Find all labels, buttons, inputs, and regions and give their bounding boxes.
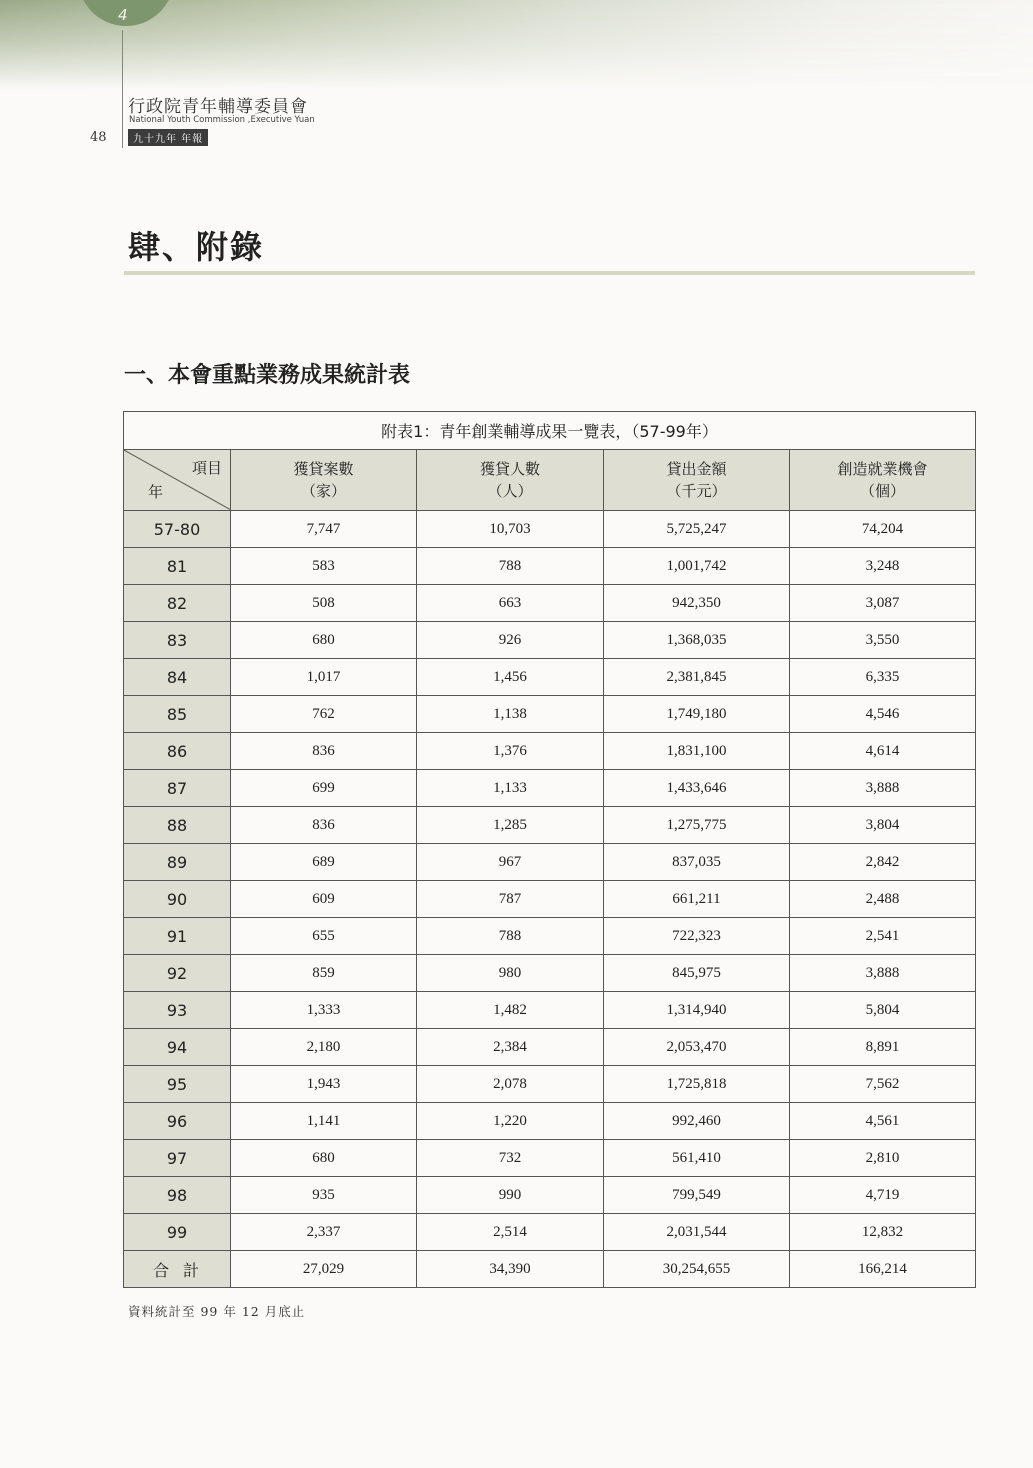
cell-persons: 10,703: [417, 511, 604, 548]
cell-persons: 1,133: [417, 770, 604, 807]
table-row: [124, 918, 976, 955]
heading-underline: [124, 271, 975, 275]
cell-jobs: 74,204: [790, 511, 976, 548]
column-header-unit: （家）: [300, 482, 346, 500]
results-table-container: [123, 411, 975, 1288]
cell-cases: 699: [231, 770, 417, 807]
table-row: [124, 881, 976, 918]
results-table: [123, 411, 976, 1288]
cell-persons: 2,078: [417, 1066, 604, 1103]
cell-cases: 680: [231, 622, 417, 659]
table-row: [124, 1214, 976, 1251]
row-year: 57-80: [124, 511, 231, 548]
cell-jobs: 5,804: [790, 992, 976, 1029]
cell-jobs: 7,562: [790, 1066, 976, 1103]
cell-cases: 1,141: [231, 1103, 417, 1140]
table-row: [124, 696, 976, 733]
row-year: 88: [124, 807, 231, 844]
cell-jobs: 8,891: [790, 1029, 976, 1066]
cell-persons: 1,456: [417, 659, 604, 696]
cell-amount: 1,275,775: [604, 807, 790, 844]
total-persons: 34,390: [417, 1251, 604, 1288]
table-total-row: [124, 1251, 976, 1288]
cell-persons: 2,384: [417, 1029, 604, 1066]
page-number: 48: [90, 130, 107, 145]
table-row: [124, 770, 976, 807]
cell-cases: 689: [231, 844, 417, 881]
cell-cases: 2,337: [231, 1214, 417, 1251]
table-row: [124, 511, 976, 548]
cell-jobs: 12,832: [790, 1214, 976, 1251]
row-year: 90: [124, 881, 231, 918]
row-year: 97: [124, 1140, 231, 1177]
header-vertical-rule: [122, 30, 123, 148]
cell-jobs: 2,488: [790, 881, 976, 918]
cell-jobs: 4,719: [790, 1177, 976, 1214]
row-year: 95: [124, 1066, 231, 1103]
cell-cases: 836: [231, 807, 417, 844]
report-year-badge: 九十九年 年報: [128, 129, 208, 146]
cell-jobs: 3,888: [790, 770, 976, 807]
cell-amount: 942,350: [604, 585, 790, 622]
cell-cases: 508: [231, 585, 417, 622]
cell-persons: 788: [417, 918, 604, 955]
cell-cases: 935: [231, 1177, 417, 1214]
cell-amount: 799,549: [604, 1177, 790, 1214]
cell-amount: 2,031,544: [604, 1214, 790, 1251]
column-header-unit: （人）: [487, 482, 533, 500]
table-body: [124, 511, 976, 1288]
table-row: [124, 659, 976, 696]
column-header-name: 創造就業機會: [837, 460, 928, 478]
cell-amount: 1,433,646: [604, 770, 790, 807]
total-jobs: 166,214: [790, 1251, 976, 1288]
table-footnote: 資料統計至 99 年 12 月底止: [128, 1304, 306, 1319]
cell-persons: 663: [417, 585, 604, 622]
cell-amount: 845,975: [604, 955, 790, 992]
cell-amount: 2,053,470: [604, 1029, 790, 1066]
chapter-number: 4: [118, 6, 128, 24]
column-header-unit: （個）: [860, 482, 906, 500]
row-year: 86: [124, 733, 231, 770]
row-year: 91: [124, 918, 231, 955]
cell-cases: 2,180: [231, 1029, 417, 1066]
cell-jobs: 4,561: [790, 1103, 976, 1140]
row-year: 96: [124, 1103, 231, 1140]
corner-label-year: 年: [148, 483, 164, 501]
row-year: 94: [124, 1029, 231, 1066]
table-row: [124, 844, 976, 881]
table-row: [124, 1177, 976, 1214]
row-year: 93: [124, 992, 231, 1029]
cell-amount: 561,410: [604, 1140, 790, 1177]
table-row: [124, 992, 976, 1029]
cell-amount: 1,831,100: [604, 733, 790, 770]
cell-persons: 1,220: [417, 1103, 604, 1140]
row-year: 81: [124, 548, 231, 585]
cell-cases: 609: [231, 881, 417, 918]
cell-persons: 788: [417, 548, 604, 585]
cell-persons: 926: [417, 622, 604, 659]
table-row: [124, 1103, 976, 1140]
cell-cases: 583: [231, 548, 417, 585]
cell-persons: 1,138: [417, 696, 604, 733]
cell-cases: 1,943: [231, 1066, 417, 1103]
table-row: [124, 955, 976, 992]
cell-jobs: 4,546: [790, 696, 976, 733]
cell-amount: 1,314,940: [604, 992, 790, 1029]
table-header-row: [124, 450, 976, 511]
cell-cases: 762: [231, 696, 417, 733]
row-year: 89: [124, 844, 231, 881]
column-header-amount: [604, 450, 790, 511]
cell-amount: 5,725,247: [604, 511, 790, 548]
cell-persons: 732: [417, 1140, 604, 1177]
total-cases: 27,029: [231, 1251, 417, 1288]
cell-persons: 1,376: [417, 733, 604, 770]
table-caption: 附表1：青年創業輔導成果一覽表，（57-99年）: [124, 412, 976, 450]
cell-jobs: 3,087: [790, 585, 976, 622]
cell-amount: 837,035: [604, 844, 790, 881]
row-year: 87: [124, 770, 231, 807]
table-row: [124, 622, 976, 659]
cell-jobs: 2,541: [790, 918, 976, 955]
main-heading: 肆、附錄: [128, 228, 265, 266]
cell-persons: 967: [417, 844, 604, 881]
table-row: [124, 807, 976, 844]
row-year: 85: [124, 696, 231, 733]
column-header-name: 獲貸案數: [293, 460, 354, 478]
org-name-chinese: 行政院青年輔導委員會: [128, 97, 308, 117]
cell-amount: 1,001,742: [604, 548, 790, 585]
cell-amount: 2,381,845: [604, 659, 790, 696]
table-row: [124, 585, 976, 622]
cell-persons: 787: [417, 881, 604, 918]
section-heading: 一、本會重點業務成果統計表: [124, 362, 411, 388]
row-year: 82: [124, 585, 231, 622]
column-header-unit: （千元）: [666, 482, 727, 500]
row-year: 84: [124, 659, 231, 696]
total-label: 合計: [124, 1251, 231, 1288]
cell-jobs: 6,335: [790, 659, 976, 696]
cell-persons: 990: [417, 1177, 604, 1214]
cell-amount: 722,323: [604, 918, 790, 955]
cell-persons: 980: [417, 955, 604, 992]
cell-jobs: 2,810: [790, 1140, 976, 1177]
cell-cases: 680: [231, 1140, 417, 1177]
table-row: [124, 1140, 976, 1177]
cell-amount: 1,749,180: [604, 696, 790, 733]
row-year: 99: [124, 1214, 231, 1251]
cell-persons: 2,514: [417, 1214, 604, 1251]
table-row: [124, 733, 976, 770]
cell-jobs: 3,248: [790, 548, 976, 585]
cell-cases: 1,333: [231, 992, 417, 1029]
cell-jobs: 3,550: [790, 622, 976, 659]
org-name-english: National Youth Commission ,Executive Yuan: [129, 115, 315, 125]
cell-cases: 7,747: [231, 511, 417, 548]
cell-jobs: 3,804: [790, 807, 976, 844]
table-row: [124, 1066, 976, 1103]
column-header-cases: [231, 450, 417, 511]
row-year: 92: [124, 955, 231, 992]
row-year: 98: [124, 1177, 231, 1214]
cell-jobs: 2,842: [790, 844, 976, 881]
cell-cases: 655: [231, 918, 417, 955]
column-header-name: 獲貸人數: [479, 460, 540, 478]
corner-label-item: 項目: [191, 459, 222, 477]
cell-cases: 859: [231, 955, 417, 992]
cell-jobs: 4,614: [790, 733, 976, 770]
cell-cases: 1,017: [231, 659, 417, 696]
cell-cases: 836: [231, 733, 417, 770]
column-header-jobs: [790, 450, 976, 511]
total-amount: 30,254,655: [604, 1251, 790, 1288]
cell-persons: 1,482: [417, 992, 604, 1029]
cell-persons: 1,285: [417, 807, 604, 844]
column-header-persons: [417, 450, 604, 511]
row-year: 83: [124, 622, 231, 659]
cell-amount: 1,368,035: [604, 622, 790, 659]
cell-jobs: 3,888: [790, 955, 976, 992]
column-header-name: 貸出金額: [666, 460, 727, 478]
table-row: [124, 548, 976, 585]
cell-amount: 992,460: [604, 1103, 790, 1140]
cell-amount: 661,211: [604, 881, 790, 918]
corner-header-cell: [124, 450, 231, 511]
table-row: [124, 1029, 976, 1066]
cell-amount: 1,725,818: [604, 1066, 790, 1103]
